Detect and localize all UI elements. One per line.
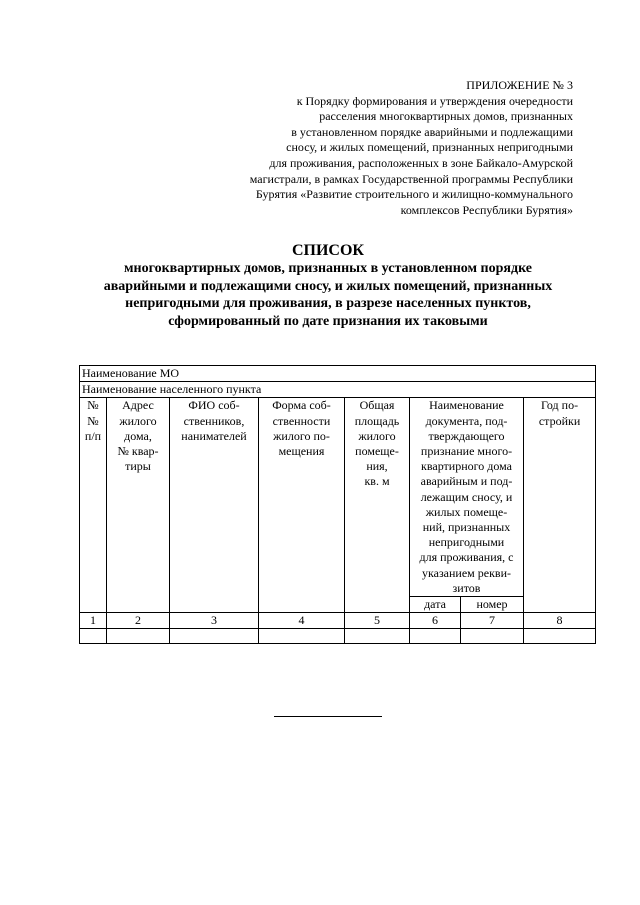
table-row xyxy=(80,366,596,382)
column-number: 3 xyxy=(170,613,259,629)
header-ownership-form: Форма соб- ственности жилого по- мещения xyxy=(259,398,345,613)
empty-data-row xyxy=(80,629,596,644)
appendix-line: в установленном порядке аварийными и подлежащими xyxy=(291,124,573,139)
empty-cell xyxy=(410,629,461,644)
column-numbers-row xyxy=(80,613,596,629)
column-number: 6 xyxy=(410,613,461,629)
title-sub-line: аварийными и подлежащими сносу, и жилых помещений, признанных xyxy=(103,278,553,294)
subheader-number: номер xyxy=(461,597,524,613)
register-table xyxy=(79,365,596,644)
empty-cell xyxy=(170,629,259,644)
settlement-name-cell: Наименование населенного пункта xyxy=(80,382,596,398)
title-sub-line: сформированный по дате признания их таковыми xyxy=(168,313,488,329)
appendix-line: для проживания, расположенных в зоне Байкало-Амурской xyxy=(269,155,573,170)
title-sub-line: непригодными для проживания, в разрезе населенных пунктов, xyxy=(125,296,531,311)
end-divider xyxy=(274,716,382,717)
column-number: 7 xyxy=(461,613,524,629)
table-row xyxy=(80,382,596,398)
empty-cell xyxy=(461,629,524,644)
title-subtitle xyxy=(60,260,596,330)
column-number: 4 xyxy=(259,613,345,629)
appendix-line: сносу, и жилых помещений, признанных непригодными xyxy=(286,140,573,155)
header-document: Наименование документа, под- тверждающего признание много- квартирного дома аварийным и под- лежащим сносу, и жилых помеще- ний, признанных непригодными для проживания, с указанием рекви- зитов xyxy=(410,398,524,597)
empty-cell xyxy=(524,629,596,644)
header-number: №№ п/п xyxy=(80,398,107,613)
column-number: 8 xyxy=(524,613,596,629)
appendix-line: Бурятия «Развитие строительного и жилищно-коммунального xyxy=(255,187,573,202)
empty-cell xyxy=(345,629,410,644)
appendix-header xyxy=(250,78,573,218)
appendix-line: ПРИЛОЖЕНИЕ № 3 xyxy=(466,78,573,92)
appendix-line: расселения многоквартирных домов, признанных xyxy=(319,109,573,124)
header-area: Общая площадь жилого помеще- ния, кв. м xyxy=(345,398,410,613)
header-address: Адрес жилого дома, № квар- тиры xyxy=(107,398,170,613)
subheader-date: дата xyxy=(410,597,461,613)
table-header-row xyxy=(80,398,596,597)
appendix-line: комплексов Республики Бурятия» xyxy=(400,202,573,217)
appendix-line: к Порядку формирования и утверждения очередности xyxy=(296,93,573,108)
column-number: 5 xyxy=(345,613,410,629)
title-sub-line: многоквартирных домов, признанных в установленном порядке xyxy=(123,261,533,276)
appendix-line: магистрали, в рамках Государственной программы Республики xyxy=(249,171,573,186)
mo-name-cell: Наименование МО xyxy=(80,366,596,382)
header-owners: ФИО соб- ственников, нанимателей xyxy=(170,398,259,613)
document-title xyxy=(60,242,596,330)
empty-cell xyxy=(80,629,107,644)
empty-cell xyxy=(259,629,345,644)
title-main: СПИСОК xyxy=(291,242,365,259)
header-year: Год по- стройки xyxy=(524,398,596,613)
column-number: 1 xyxy=(80,613,107,629)
column-number: 2 xyxy=(107,613,170,629)
empty-cell xyxy=(107,629,170,644)
